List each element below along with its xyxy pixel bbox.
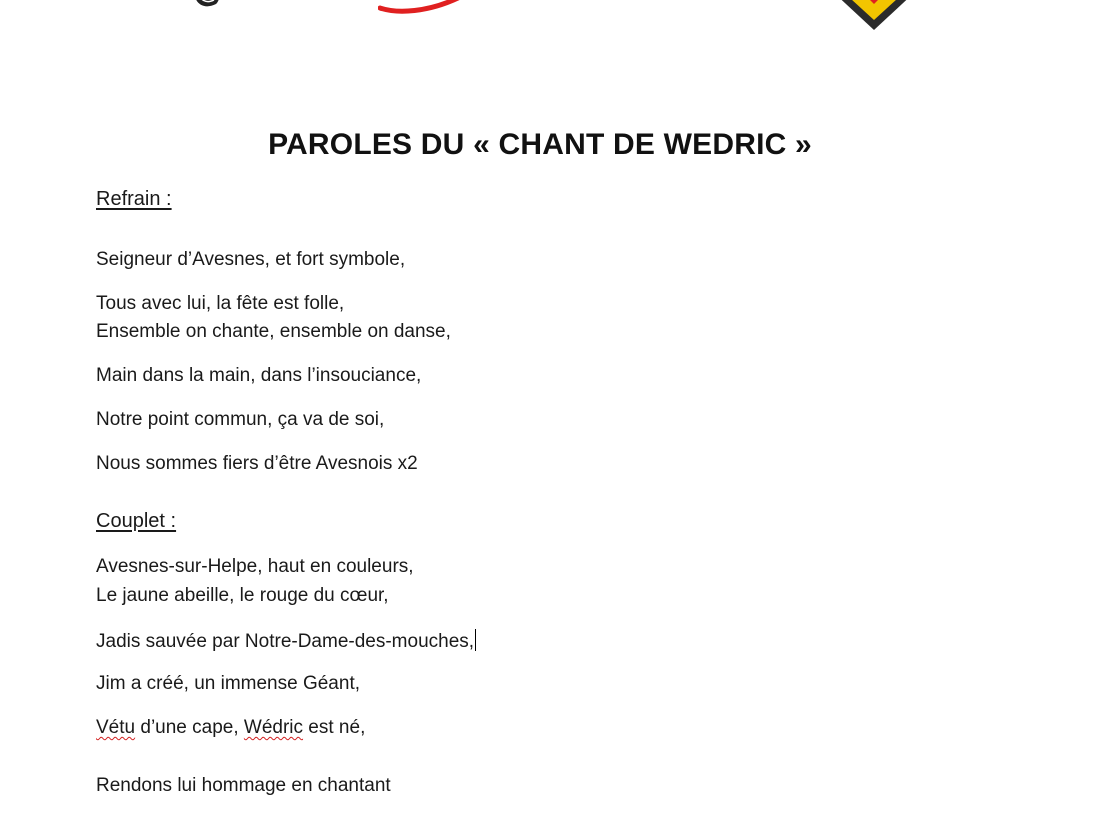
- text-cursor: [475, 629, 476, 651]
- refrain-line: Ensemble on chante, ensemble on danse,: [96, 321, 451, 342]
- couplet-line: Avesnes-sur-Helpe, haut en couleurs,: [96, 556, 414, 577]
- spellcheck-word[interactable]: Vétu: [96, 717, 136, 738]
- couplet-line-text: Jadis sauvée par Notre-Dame-des-mouches,: [96, 631, 475, 652]
- line-text: est né,: [303, 717, 366, 738]
- spellcheck-word[interactable]: Wédric: [243, 717, 304, 738]
- club-logo-icon: [188, 0, 224, 14]
- couplet-line: Le jaune abeille, le rouge du cœur,: [96, 585, 389, 606]
- line-text: d’une cape,: [135, 717, 244, 738]
- refrain-line: Seigneur d’Avesnes, et fort symbole,: [96, 249, 406, 270]
- couplet-heading: Couplet :: [96, 510, 177, 532]
- brush-stroke-logo-icon: [378, 0, 462, 16]
- refrain-heading: Refrain :: [96, 188, 172, 210]
- couplet-line-with-cursor[interactable]: [96, 629, 476, 653]
- couplet-line: Jim a créé, un immense Géant,: [96, 673, 360, 694]
- refrain-line: Nous sommes fiers d’être Avesnois x2: [96, 453, 418, 474]
- refrain-line: Tous avec lui, la fête est folle,: [96, 293, 345, 314]
- refrain-line: Notre point commun, ça va de soi,: [96, 409, 385, 430]
- refrain-line: Main dans la main, dans l’insouciance,: [96, 365, 422, 386]
- couplet-line: [96, 717, 365, 739]
- page-title: PAROLES DU « CHANT DE WEDRIC »: [268, 128, 812, 161]
- city-crest-icon: [814, 0, 934, 32]
- couplet-line: Rendons lui hommage en chantant: [96, 775, 391, 796]
